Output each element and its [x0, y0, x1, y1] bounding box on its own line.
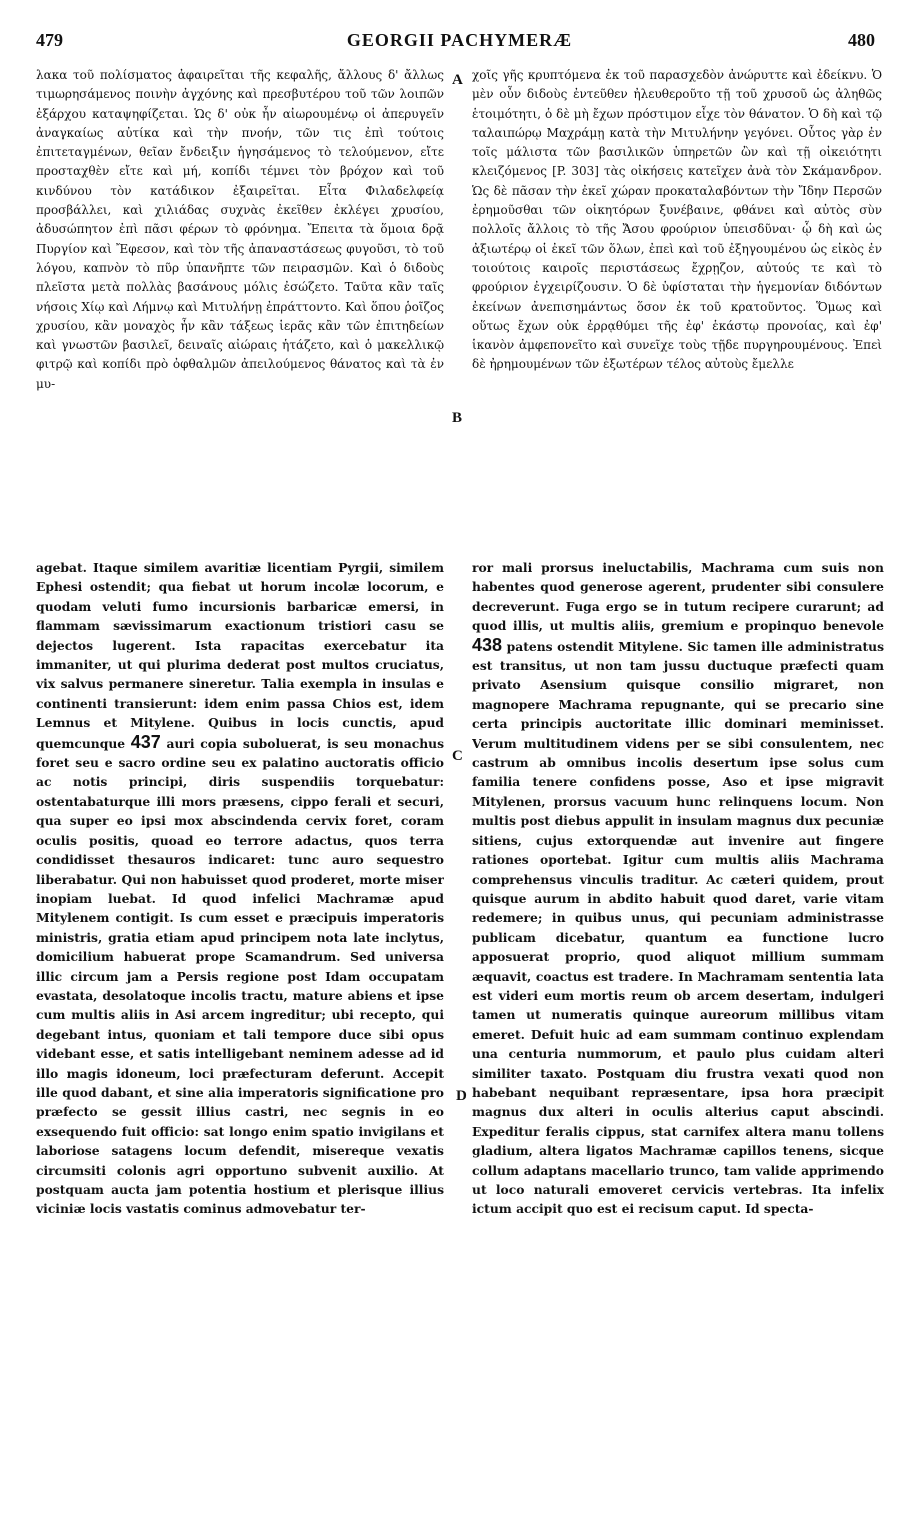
- latin-right-part-2: patens ostendit Mitylene. Sic tamen ille administratus est transitus, ut non tam jussu ductuque præfecti quam privato Asensium quisque consilio migraret, non magnopere Machrama repugnante, qui se precario sine certa principis auctoritate illic dominari meminisset. Verum multitudinem videns per se sibi consulentem, nec castrum ab omnibus incolis desertum ipse solus cum familia tenere confidens posse, Aso et ipse migravit Mitylenen, prorsus vacuum hunc relinquens locum. Non multis post diebus appulit in insulam magnus dux pecuniæ sitiens, cujus extorquendæ aut invenire aut fingere rationes oportebat. Igitur cum multis aliis Machrama comprehensus vinculis traditur. Ac cæteri quidem, prout quisque aurum in abdito habuit quod daret, varie vitam redemere; in quibus unus, qui pecuniam administrasse publicam dicebatur, quantum ea functione lucro apposuerat proprio, quod aliquot millium summam æquavit, coactus est tradere. In Machramam sententia lata est videri eum mortis reum ob arcem desertam, indulgeri tamen ut numeratis quinque aureorum millibus vitam emeret. Defuit huic ad eam summam continuo explendam una centuria nummorum, et paulo plus cuidam alteri similiter taxato. Postquam diu frustra vexati quod non habebant nequibant repræsentare, ipsa hora præcipit magnus dux alteri in oculis alterius caput abscindi. Expeditur feralis cippus, stat carnifex altera manu tollens gladium, altera ligatos Machramæ capillos tenens, sicque collum adaptans macellario trunco, tam valide apprimendo ut loco naturali emoveret cervicis vertebras. Ita infelix ictum accipit quo est ei recisum caput. Id specta-: [472, 638, 884, 1217]
- latin-right-part-1: ror mali prorsus ineluctabilis, Machrama cum suis non habentes quod generose agerent, prudenter sibi consulere decreverunt. Fuga ergo se in tutum recipere curarunt; ad quod illis, ut multis aliis, gremium e propinquo benevole: [472, 560, 884, 634]
- margin-letter-a: A: [452, 72, 463, 88]
- margin-letter-b: B: [452, 410, 463, 426]
- margin-letter-d: D: [456, 1088, 467, 1104]
- latin-left-part-2: auri copia suboluerat, is seu monachus foret seu e sacro ordine seu ex palatino auctoratis officio ac notis principi, diris suspendiis torquebatur: ostentabaturque illi mors præsens, cippo ferali et securi, qua super eo ipsi mox abscindenda cervix foret, coram oculis positis, quoad eo terrore adactus, quos terra condidisset thesauros indicaret: tunc auro sequestro liberabatur. Qui non habuisset quod proderet, morte miser inopiam luebat. Id quod infelici Machramæ apud Mitylenem contigit. Is cum esset e præcipuis imperatoris ministris, gratia etiam apud principem nota late inclytus, domicilium habuerat prope Scamandrum. Sed universa illic circum jam a Persis regione post Idam occupatam evastata, desolatoque incolis tractu, mature abiens et ipse cum multis aliis in Asi arcem ingreditur; ubi recepto, qui degebant intus, quoniam et tali tempore duce sibi opus videbant esse, et satis intelligebant neminem adesse ad id illo magis idoneum, loci præfecturam deferunt. Accepit ille quod dabant, et sine alia imperatoris significatione pro præfecto se gessit illius castri, nec segnis in eo exsequendo fuit officio: sat longo enim spatio invigilans et laboriose satagens locum defendit, misereque vexatis circumsiti colonis agri opportuno subvenit auxilio. At postquam aucta jam potentia hostium et plerisque illius viciniæ locis vastatis cominus admovebatur ter-: [36, 735, 444, 1217]
- running-title: GEORGII PACHYMERÆ: [346, 30, 573, 50]
- latin-text-right-column: [472, 558, 884, 1532]
- page-header: [0, 0, 919, 66]
- page-marker-437: 437: [130, 731, 161, 752]
- page-number-right: 480: [848, 30, 875, 50]
- latin-left-part-1: agebat. Itaque similem avaritiæ licentiam Pyrgii, similem Ephesi ostendit; qua fiebat ut horum incolæ locorum, e quodam veluti fumo incursionis barbaricæ emersi, in flammam sævissimarum exactionum tristiori casu se dejectos lugerent. Ista rapacitas exercebatur ita immaniter, ut qui plurima dederat post multos cruciatus, vix salvus permanere sineretur. Talia exempla in insulas e continenti transierunt: idem enim passa Chios est, idem Lemnus et Mitylene. Quibus in locis cunctis, apud quemcunque: [36, 560, 444, 751]
- page-number-left: 479: [36, 30, 63, 50]
- greek-text-left-column: λακα τοῦ πολίσματος ἀφαιρεῖται τῆς κεφαλῆς, ἄλλους δ' ἄλλως τιμωρησάμενος ποινὴν ἀγχόνης καὶ πρεσβυτέρου τοῦ τῶν λοιπῶν ἐξάρχου καταψηφίζεται. Ὡς δ' οὐκ ἦν αἰωρουμένῳ οἱ ἀπερυγεῖν ἀναγκαίως αὐτίκα καὶ τὴν πνοήν, τῶν τις ἐπὶ τούτοις ἐπιτεταγμένων, θεῖαν ἔνδειξιν ἡγησάμενος τὸ τελούμενον, εἴτε προσταχθὲν εἴτε καὶ μή, κοπίδι τέμνει τὸν βρόχον καὶ τοῦ κινδύνου τὸν κατάδικον ἐξαιρεῖται. Εἶτα Φιλαδελφείᾳ προσβάλλει, καὶ χιλιάδας συχνὰς ἐκεῖθεν ἐκλέγει χρυσίου, ἀδυσώπητον ἐπὶ πᾶσι φέρων τὸ φρόνημα. Ἔπειτα τὰ ὅμοια δρᾷ Πυργίον καὶ Ἔφεσον, καὶ τὸν τῆς ἀπαναστάσεως φυγοῦσι, τὸ τοῦ λόγου, καπνὸν τὸ πῦρ ὑπανῆπτε τῶν πειρασμῶν. Καὶ ὁ διδοὺς πλεῖστα μετὰ πολλὰς βασάνους μόλις ἐσώζετο. Ταῦτα κἂν ταῖς νήσοις Χίῳ καὶ Λήμνῳ καὶ Μιτυλήνῃ ἐπράττοντο. Καὶ ὅπου ῥοῖζος χρυσίου, κἂν μοναχὸς ἦν κἂν τάξεως ἱερᾶς κἂν τῶν ἐπιτηδείων καὶ γνωστῶν βασιλεῖ, δειναῖς αἰώραις ἡτάζετο, καὶ ὁ μακελλικῷ φιτρῷ καὶ κοπίδι πρὸ ὀφθαλμῶν ἀπειλούμενος θάνατος καὶ τὰ ἐν μυ-: [36, 68, 444, 391]
- page-marker-438: 438: [472, 634, 503, 655]
- latin-text-left-column: [36, 558, 444, 1532]
- margin-letter-c: C: [452, 748, 463, 764]
- greek-text-right-column: χοῖς γῆς κρυπτόμενα ἐκ τοῦ παρασχεδὸν ἀνώρυττε καὶ ἐδείκνυ. Ὁ μὲν οὖν διδοὺς ἐντεῦθεν ἠλευθεροῦτο τῇ τοῦ χρυσοῦ ὡς ἀληθῶς ἑτοιμότητι, ὁ δὲ μὴ ἔχων πρόστιμον εἶχε τὸν θάνατον. Ὁ δὴ καὶ τῷ ταλαιπώρῳ Μαχράμῃ κατὰ τὴν Μιτυλήνην γεγόνει. Οὗτος γὰρ ἐν τοῖς μάλιστα τῶν βασιλικῶν ὑπηρετῶν ὢν καὶ τῇ οἰκειότητι κλειζόμενος [P. 303] τὰς οἰκήσεις κατεῖχεν ἀνὰ τὸν Σκάμανδρον. Ὡς δὲ πᾶσαν τὴν ἐκεῖ χώραν προκαταλαβόντων τὴν Ἴδην Περσῶν ἐρημοῦσθαι τῶν οἰκητόρων ξυνέβαινε, φθάνει καὶ αὐτὸς σὺν πολλοῖς ἄλλοις τὸ τῆς Ἄσου φρούριον ὑπεισδῦναι· ᾧ δὴ καὶ ὡς ἀξιωτέρῳ οἱ ἐκεῖ τῶν ὅλων, ἐπεὶ καὶ τοῦ ἐξηγουμένου ὡς εἰκὸς ἐν τοιούτοις καιροῖς περιστάσεως ἔχρῃζον, αὐτούς τε καὶ τὸ φρούριον ἐγχειρίζουσιν. Ὁ δὲ ὑφίσταται τὴν ἡγεμονίαν διδόντων ἐκείνων ἀνεπισημάντως ὅσον ἐκ τοῦ κρατοῦντος. Ὅμως καὶ οὕτως ἔχων οὐκ ἐρρᾳθύμει τῆς ἐφ' ἑκάστῳ προνοίας, καὶ ἐφ' ἱκανὸν ἀμφεπονεῖτο καὶ συνεῖχε τοὺς τῇδε πυργηρουμένους. Ἐπεὶ δὲ ἠρημουμένων τῶν ἐξωτέρων τέλος αὐτοὺς ἔμελλε: [472, 68, 882, 372]
